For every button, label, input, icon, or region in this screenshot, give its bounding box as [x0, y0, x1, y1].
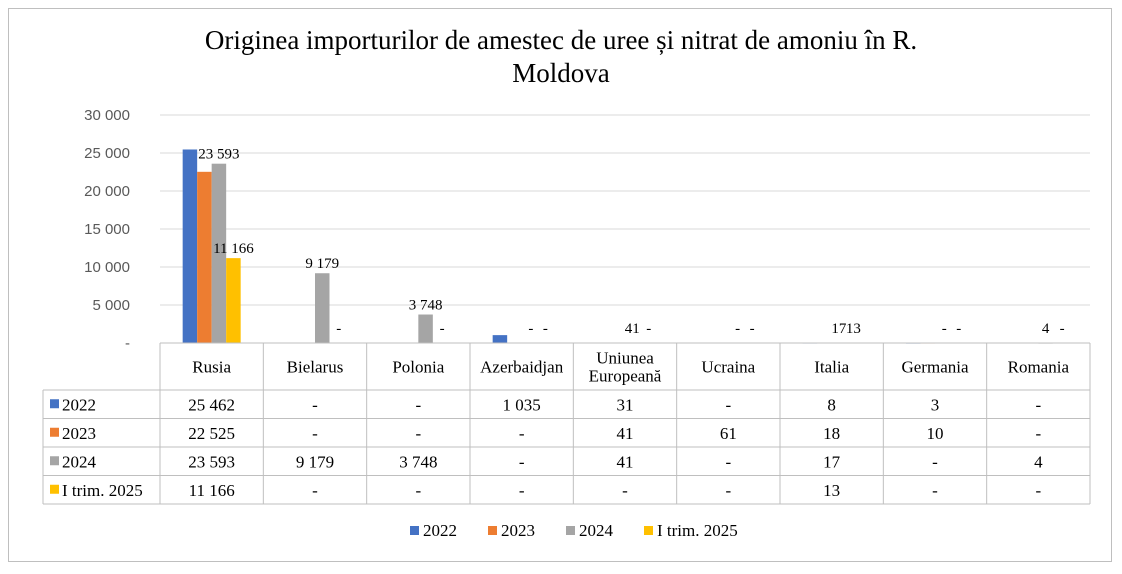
chart-title-line-1: Originea importurilor de amestec de uree și nitrat de amoniu în R. — [204, 25, 918, 55]
legend-key — [488, 526, 497, 535]
legend-label: 2023 — [501, 521, 535, 540]
table-cell: 31 — [616, 395, 634, 415]
table-cell: - — [518, 423, 525, 443]
y-tick-label: 25 000 — [84, 145, 130, 162]
table-cell: 3 — [930, 395, 940, 415]
table-cell: - — [725, 480, 732, 500]
table-cell: 22 525 — [188, 423, 236, 443]
data-label: - — [749, 321, 755, 337]
table-cell: 41 — [616, 423, 634, 443]
bar-2022 — [183, 149, 198, 343]
table-cell: - — [1035, 480, 1042, 500]
table-cell: - — [415, 423, 422, 443]
y-tick-label: 30 000 — [84, 107, 130, 124]
data-label: 13 — [845, 321, 861, 337]
table-row-label: I trim. 2025 — [62, 480, 143, 500]
bar-i-trim-2025 — [226, 258, 241, 343]
table-row-label: 2023 — [62, 423, 96, 443]
y-tick-label: - — [125, 335, 130, 352]
table-cell: 13 — [823, 480, 841, 500]
table-cell: 1 035 — [502, 395, 541, 415]
category-label: Polonia — [392, 357, 445, 377]
table-cell: - — [932, 480, 938, 500]
data-label: - — [336, 321, 342, 337]
table-cell: - — [725, 395, 732, 415]
table-cell: 9 179 — [295, 452, 335, 472]
bar-2022 — [493, 335, 508, 343]
table-row-label: 2022 — [62, 395, 96, 415]
category-label: Germania — [901, 357, 969, 377]
table-legend-key — [50, 428, 59, 437]
legend-key — [566, 526, 575, 535]
table-cell: 18 — [823, 423, 841, 443]
category-label: Bielarus — [286, 357, 344, 377]
data-label: - — [528, 321, 534, 337]
bar-2024 — [315, 273, 330, 343]
table-cell: 8 — [827, 395, 836, 415]
table-legend-key — [50, 456, 59, 465]
data-label: 11 166 — [213, 241, 254, 258]
table-cell: 4 — [1034, 452, 1043, 472]
table-cell: - — [518, 452, 525, 472]
category-label: Azerbaidjan — [480, 357, 564, 377]
data-label: 17 — [831, 321, 847, 337]
category-label: Rusia — [192, 357, 232, 377]
category-label: Europeană — [588, 366, 662, 386]
table-cell: 25 462 — [188, 395, 236, 415]
data-label: - — [735, 321, 741, 337]
table-cell: - — [1035, 395, 1042, 415]
y-tick-label: 10 000 — [84, 259, 130, 276]
legend-label: I trim. 2025 — [657, 521, 738, 540]
table-cell: 10 — [926, 423, 944, 443]
table-cell: 23 593 — [188, 452, 236, 472]
table-cell: - — [312, 423, 318, 443]
table-cell: - — [415, 480, 422, 500]
chart-title-line-2: Moldova — [512, 58, 610, 88]
category-label: Ucraina — [701, 357, 756, 377]
legend-key — [410, 526, 419, 535]
data-label: 4 — [1041, 321, 1050, 337]
table-legend-key — [50, 399, 59, 408]
table-cell: - — [415, 395, 422, 415]
category-label: Romania — [1007, 357, 1070, 377]
legend-label: 2024 — [579, 521, 613, 540]
table-cell: - — [1035, 423, 1042, 443]
category-label: Uniunea — [596, 348, 654, 368]
table-cell: 17 — [823, 452, 841, 472]
table-cell: - — [725, 452, 732, 472]
data-label: - — [956, 321, 962, 337]
data-label: - — [439, 321, 445, 337]
table-cell: - — [622, 480, 628, 500]
table-legend-key — [50, 485, 59, 494]
table-cell: - — [312, 480, 318, 500]
data-label: - — [1059, 321, 1065, 337]
y-tick-label: 5 000 — [92, 297, 130, 314]
bar-2024 — [418, 315, 433, 343]
data-label: 23 593 — [198, 146, 240, 163]
table-cell: - — [312, 395, 318, 415]
table-cell: 3 748 — [399, 452, 438, 472]
bar-2023 — [197, 172, 212, 343]
table-cell: - — [932, 452, 938, 472]
data-label: 9 179 — [305, 256, 340, 273]
data-label: - — [646, 321, 652, 337]
data-label: - — [542, 321, 548, 337]
category-label: Italia — [814, 357, 850, 377]
table-cell: 41 — [616, 452, 634, 472]
table-cell: 11 166 — [188, 480, 235, 500]
data-label: - — [941, 321, 947, 337]
data-label: 3 748 — [408, 297, 443, 314]
legend-key — [644, 526, 653, 535]
table-cell: 61 — [719, 423, 737, 443]
legend-label: 2022 — [423, 521, 457, 540]
y-tick-label: 20 000 — [84, 183, 130, 200]
table-row-label: 2024 — [62, 452, 96, 472]
y-tick-label: 15 000 — [84, 221, 130, 238]
table-cell: - — [518, 480, 525, 500]
data-label: 41 — [624, 321, 640, 337]
